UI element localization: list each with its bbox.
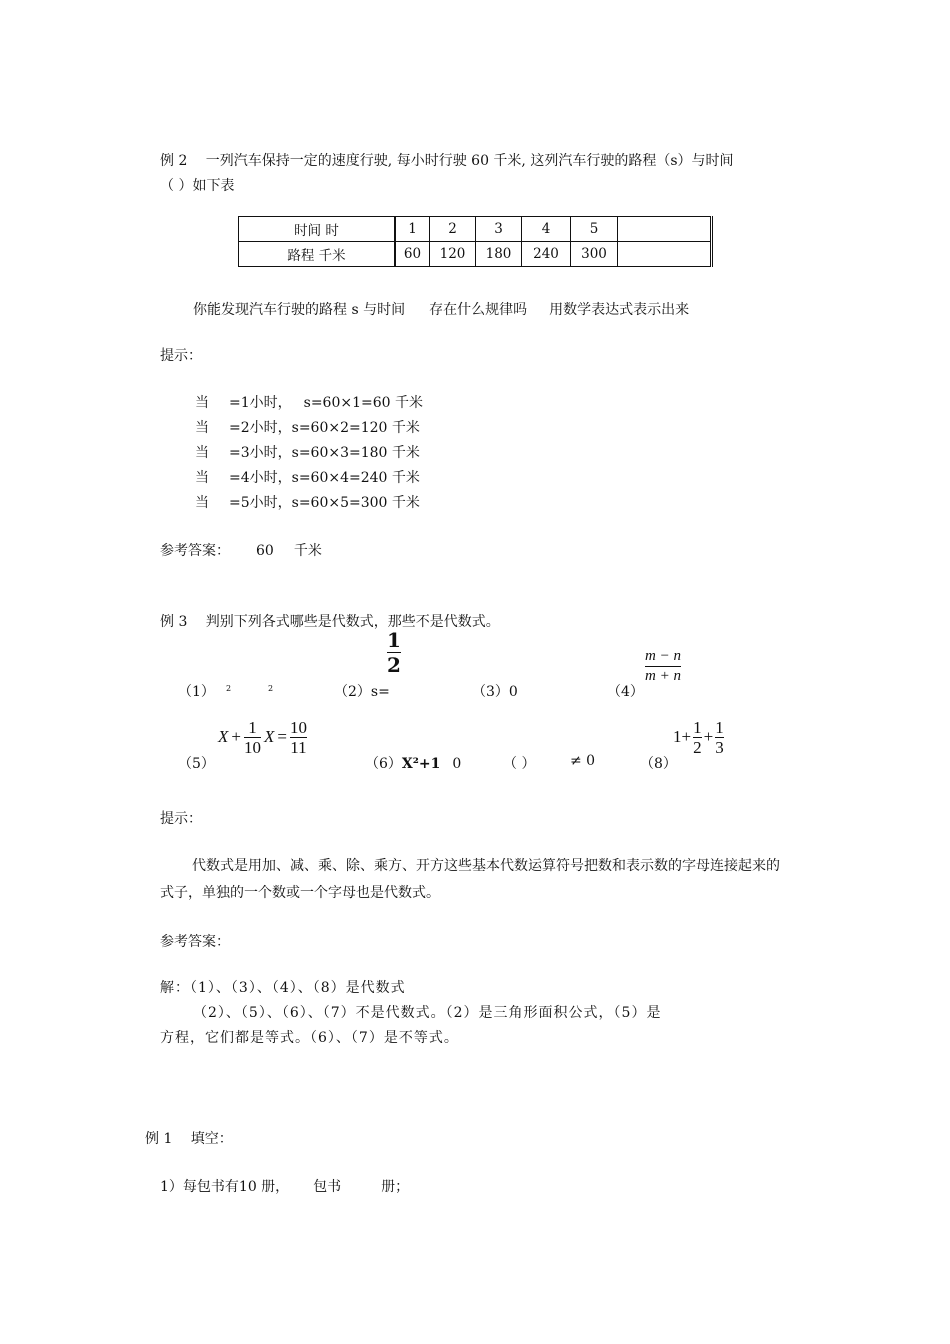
item8-frac-2: 1 3 [715, 717, 724, 757]
hint-row: 当 =3小时，s=60×3=180 千米 [195, 445, 420, 461]
frac-denominator: 2 [387, 653, 401, 677]
answer-value: 60 [256, 543, 274, 559]
ex2-answer [160, 540, 322, 560]
item7-label: （ ） [503, 756, 536, 772]
item4-fraction [645, 649, 681, 684]
item6-label: （6） [365, 756, 402, 772]
table-cell: 300 [571, 242, 618, 267]
solution-line-2: （2）、（5）、（6）、（7）不是代数式。（2）是三角形面积公式，（5）是 [193, 1005, 662, 1021]
ex2-question [193, 299, 689, 319]
ex2-hint-list [195, 391, 423, 516]
answer-unit: 千米 [293, 543, 322, 559]
item6-expr: X²+1 [401, 756, 441, 772]
hint-row: 当 =2小时，s=60×2=120 千米 [195, 420, 420, 436]
row2-label: 路程 千米 [239, 242, 396, 267]
ex3-hint-text: 代数式是用加、减、乘、除、乘方、开方这些基本代数运算符号把数和表示数的字母连接起来的式子，单独的一个数或一个字母也是代数式。 [160, 858, 780, 901]
item8-label: （8） [640, 756, 677, 772]
hint-row: 当 =4小时，s=60×4=240 千米 [195, 470, 420, 486]
item4-label: （4） [607, 684, 644, 700]
item5-frac-left: 1 10 [243, 717, 261, 757]
hint-row: 当 =1小时， s=60×1=60 千米 [195, 395, 424, 411]
item1-label: （1） [178, 684, 215, 700]
question-part-b: 存在什么规律吗 [429, 302, 528, 318]
solution-line-3: 方程，它们都是等式。（6）、（7）是不等式。 [160, 1030, 459, 1046]
item5-equation: X + 1 10 X = 10 11 [218, 717, 307, 757]
table-row [239, 217, 712, 242]
table-cell: 1 [395, 217, 430, 242]
item3: （3）0 [472, 684, 518, 700]
table-cell: 2 [430, 217, 476, 242]
ex2-intro-line2: （ ）如下表 [160, 178, 235, 194]
row1-label: 时间 时 [239, 217, 396, 242]
table-cell: 60 [395, 242, 430, 267]
item2-fraction [387, 630, 401, 675]
answer-label: 参考答案： [160, 543, 230, 559]
table-cell: 3 [476, 217, 522, 242]
frac-denominator: m + n [645, 668, 681, 684]
table-cell: 180 [476, 242, 522, 267]
ex1-line1: 1）每包书有10 册， 包书 册； [160, 1179, 410, 1195]
ex1-title: 例 1 填空： [145, 1131, 233, 1147]
question-part-a: 你能发现汽车行驶的路程 s 与时间 [193, 302, 406, 318]
ex2-intro-line1: 例 2 一列汽车保持一定的速度行驶, 每小时行驶 60 千米, 这列汽车行驶的路程（s）与时间 [160, 153, 734, 169]
table-row [239, 242, 712, 267]
item6-val: 0 [452, 756, 462, 772]
table-cell [618, 242, 712, 267]
hint-row: 当 =5小时，s=60×5=300 千米 [195, 495, 420, 511]
item2-label: （2）s= [334, 684, 390, 700]
table-cell: 240 [522, 242, 571, 267]
ex2-hint-label: 提示： [160, 348, 202, 364]
item5-label: （5） [178, 756, 215, 772]
item8-expression: 1+ 1 2 + 1 3 [673, 717, 724, 757]
table-cell: 4 [522, 217, 571, 242]
question-part-c: 用数学表达式表示出来 [549, 302, 690, 318]
ex3-hint-label: 提示： [160, 811, 202, 827]
table-cell: 5 [571, 217, 618, 242]
item7-expr: ≠ 0 [570, 753, 596, 769]
item5-frac-right: 10 11 [289, 717, 307, 757]
table-cell: 120 [430, 242, 476, 267]
ex2-table [238, 216, 713, 267]
frac-numerator: m − n [645, 648, 681, 664]
table-cell [618, 217, 712, 242]
item1-sup-b: 2 [268, 684, 274, 693]
item6 [365, 753, 461, 773]
ex3-answer-label: 参考答案： [160, 934, 230, 950]
ex3-title: 例 3 判别下列各式哪些是代数式，那些不是代数式。 [160, 614, 500, 630]
solution-line-1: 解：（1）、（3）、（4）、（8）是代数式 [160, 980, 406, 996]
item1-sup-a: 2 [226, 684, 232, 693]
item8-frac-1: 1 2 [693, 717, 702, 757]
frac-numerator: 1 [387, 628, 401, 652]
